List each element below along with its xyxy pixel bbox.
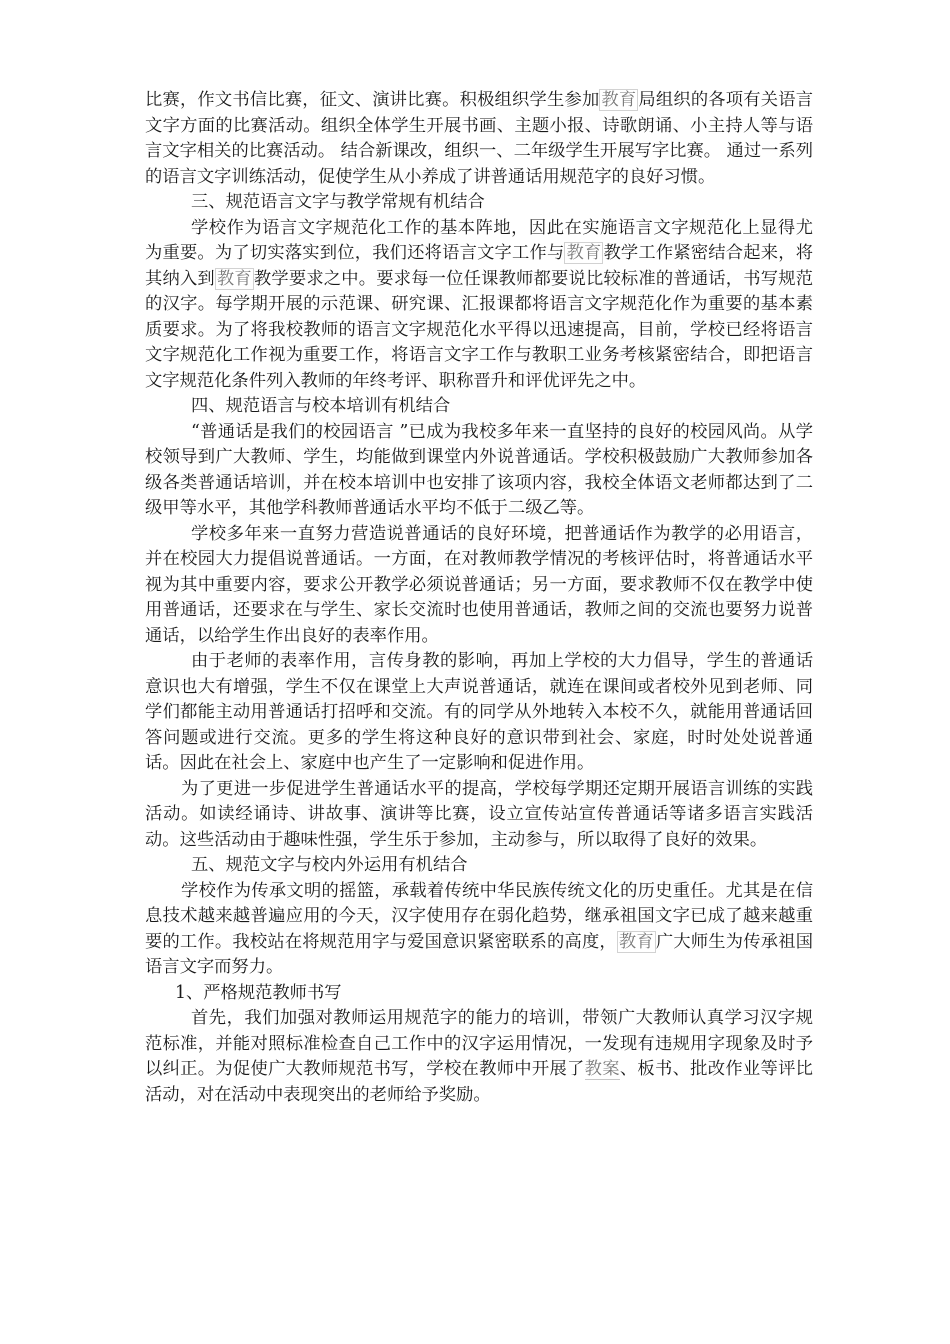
text-run: 广大师生为传承祖国语言文字而努力。 xyxy=(145,931,813,977)
paragraph-role-model: 由于老师的表率作用，言传身教的影响，再加上学校的大力倡导，学生的普通话意识也大有增强，学生不仅在课堂上大声说普通话，就连在课间或者校外见到老师、同学们都能主动用普通话打招呼和交流。有的同学从外地转入本校不久，就能用普通话回答问题或进行交流。更多的学生将这种良好的意识带到社会、家庭，时时处处说普通话。因此在社会上、家庭中也产生了一定影响和促进作用。 xyxy=(145,651,813,773)
paragraph-campus-language: “普通话是我们的校园语言 ”已成为我校多年来一直坚持的良好的校园风尚。从学校领导到广大教师、学生，均能做到课堂内外说普通话。学校积极鼓励广大教师参加各级各类普通话培训，并在校本培训中也安排了该项内容，我校全体语文老师都达到了二级甲等水平，其他学科教师普通话水平均不低于二级乙等。 xyxy=(145,421,813,518)
keyword-link[interactable]: 教育 xyxy=(566,243,602,263)
text-run: 教学要求之中。要求每一位任课教师都要说比较标准的普通话，书写规范的汉字。每学期开展的示范课、研究课、汇报课都将语言文字规范化作为重要的基本素质要求。为了将我校教师的语言文字规范化水平得以迅速提高，目前，学校已经将语言文字规范化工作视为重要工作，将语言文字工作与教职工业务考核紧密结合，即把语言文字规范化条件列入教师的年终考评、职称晋升和评优评先之中。 xyxy=(145,268,813,391)
document-page xyxy=(145,88,813,1108)
paragraph-teacher-writing xyxy=(145,1006,813,1108)
text-run: 教学工作紧密结合起来，将其纳入到 xyxy=(145,243,813,289)
text-run: 学校作为语言文字规范化工作的基本阵地，因此在实施语言文字规范化上显得尤为重要。为了切实落实到位，我们还将语言文字工作与 xyxy=(145,217,813,263)
text-run: 比赛，作文书信比赛，征文、演讲比赛。积极组织学生参加 xyxy=(145,90,600,110)
text-run: 、板书、批改作业等评比活动，对在活动中表现突出的老师给予奖励。 xyxy=(145,1059,813,1105)
section-heading-5: 五、规范文字与校内外运用有机结合 xyxy=(191,855,468,875)
paragraph-environment: 学校多年来一直努力营造说普通话的良好环境，把普通话作为教学的必用语言，并在校园大力提倡说普通话。一方面，在对教师教学情况的考核评估时，将普通话水平视为其中重要内容，要求公开教学必须说普通话；另一方面，要求教师不仅在教学中使用普通话，还要求在与学生、家长交流时也使用普通话，教师之间的交流也要努力说普通话，以给学生作出良好的表率作用。 xyxy=(145,523,813,646)
keyword-link[interactable]: 教育 xyxy=(618,931,654,952)
text-run: 学校作为传承文明的摇篮，承载着传统中华民族传统文化的历史重任。尤其是在信息技术越来越普遍应用的今天，汉字使用存在弱化趋势，继承祖国文字已成了越来越重要的工作。我校站在将规范用字与爱国意识紧密联系的高度， xyxy=(145,880,813,952)
section-heading-3: 三、规范语言文字与教学常规有机结合 xyxy=(191,192,485,212)
section-heading-4: 四、规范语言与校本培训有机结合 xyxy=(191,396,451,416)
paragraph-competitions xyxy=(145,88,813,190)
paragraph-teaching-routine xyxy=(145,216,813,395)
paragraph-practice-activities: 为了更进一步促进学生普通话水平的提高，学校每学期还定期开展语言训练的实践活动。如读经诵诗、讲故事、演讲等比赛，设立宣传站宣传普通话等诸多语言实践活动。这些活动由于趣味性强，学生乐于参加，主动参与，所以取得了良好的效果。 xyxy=(145,778,813,850)
keyword-link[interactable]: 教案 xyxy=(584,1059,620,1079)
keyword-link[interactable]: 教育 xyxy=(601,90,637,110)
text-run: 局组织的各项有关语言文字方面的比赛活动。组织全体学生开展书画、主题小报、诗歌朗诵、小主持人等与语言文字相关的比赛活动。 结合新课改，组织一、二年级学生开展写字比赛。 通过一系列的语言文字训练活动，促使学生从小养成了讲普通话用规范字的良好习惯。 xyxy=(145,90,813,187)
text-run: 首先，我们加强对教师运用规范字的能力的培训，带领广大教师认真学习汉字规范标准，并能对照标准检查自己工作中的汉字运用情况，一发现有违规用字现象及时予以纠正。为促使广大教师规范书写，学校在教师中开展了 xyxy=(145,1008,813,1079)
subsection-heading-1: 1、严格规范教师书写 xyxy=(175,982,342,1003)
paragraph-heritage xyxy=(145,879,813,981)
keyword-link[interactable]: 教育 xyxy=(216,268,252,289)
